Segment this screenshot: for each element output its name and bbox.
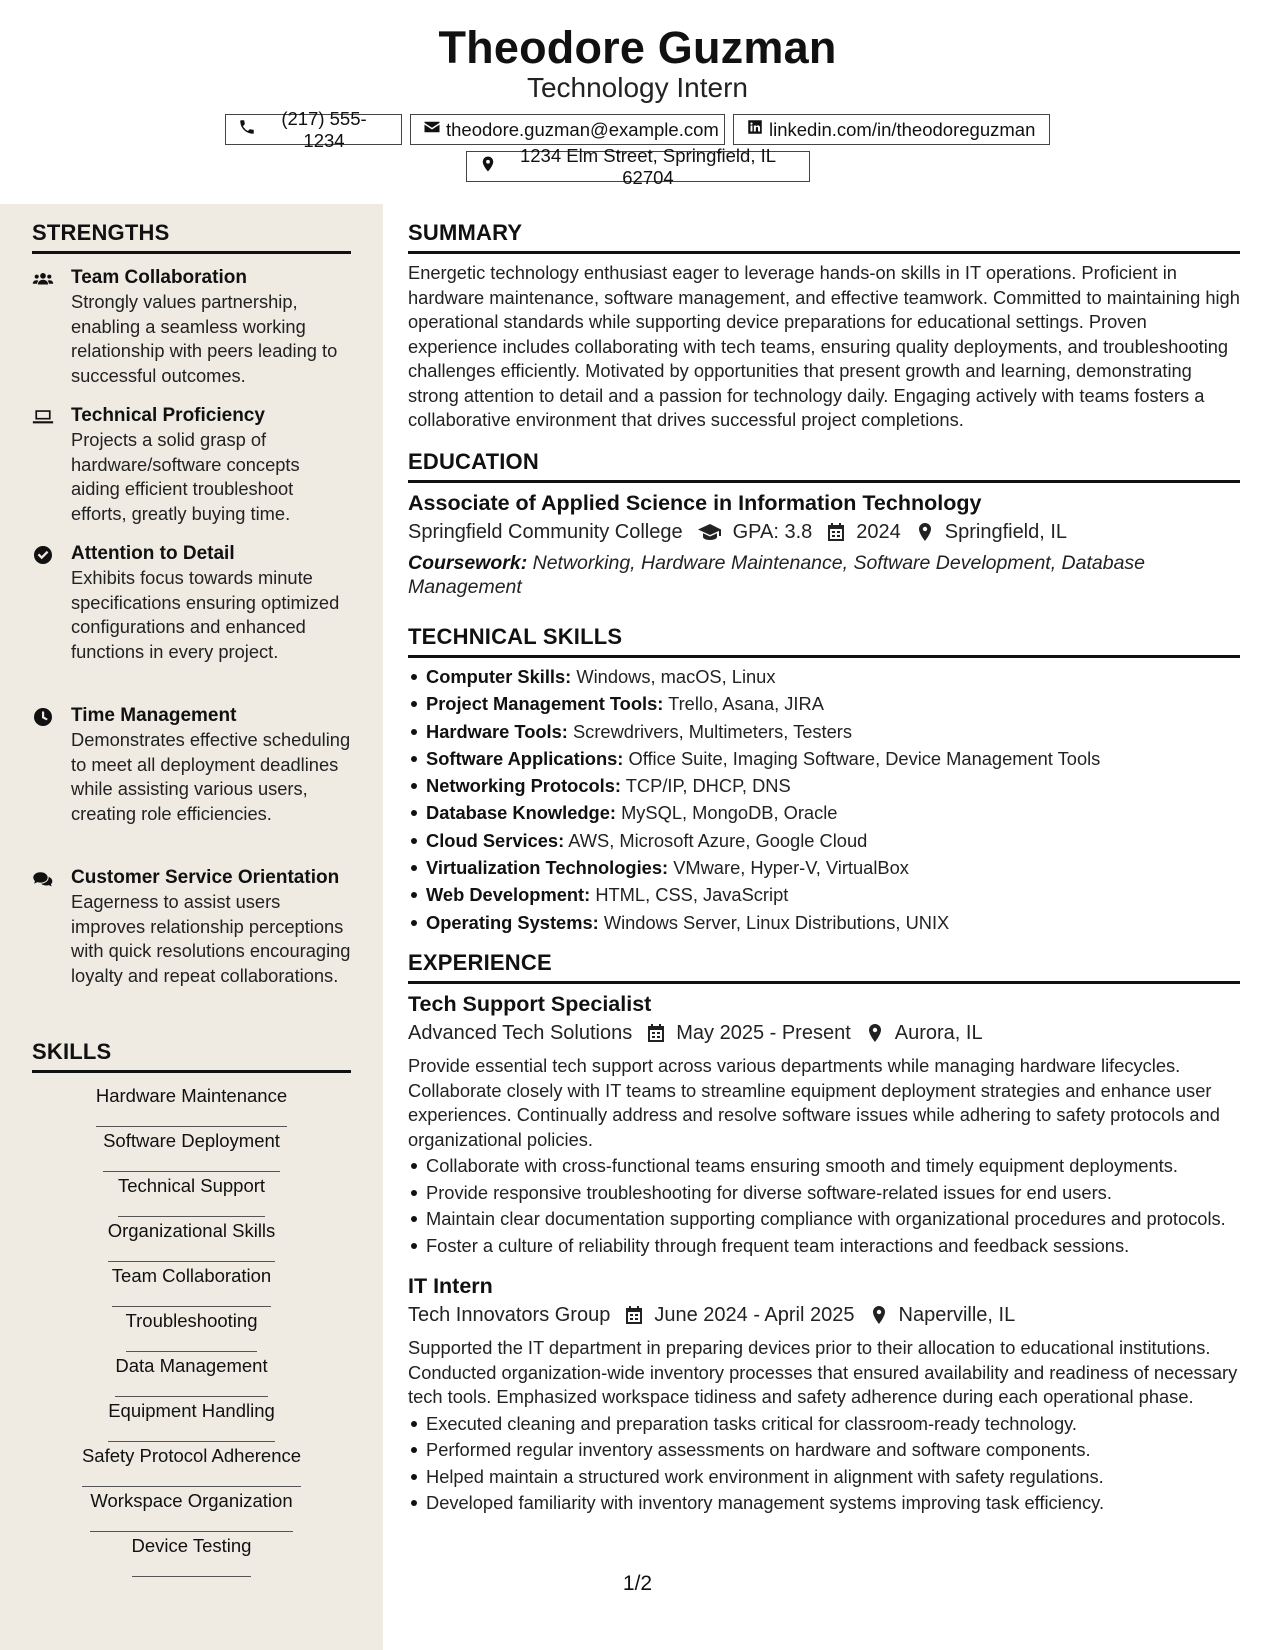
education-meta [408, 517, 1240, 547]
company-name: Tech Innovators Group [408, 1304, 611, 1326]
tech-skill-item [408, 909, 1240, 936]
clock-icon [32, 707, 56, 727]
contact-address[interactable] [466, 144, 810, 188]
skill-item [32, 1532, 351, 1577]
summary-text: Energetic technology enthusiast eager to leverage hands-on skills in IT operations. Proficient in hardware maintenance, software management, and effective teamwork. Committed to maintaining high operational standards while supporting device preparations for educational settings. Proven experience includes collaborating with tech teams, ensuring quality deployments, and troubleshooting challenges efficiently. Motivated by opportunities that present growth and learning, demonstrating strong attention to detail and a passion for technology daily. Engaging actively with teams fosters a collaborative environment that drives successful project completions. [408, 262, 1240, 430]
skill-label: Troubleshooting [126, 1307, 258, 1352]
envelope-icon [423, 118, 441, 141]
gpa-text: GPA: 3.8 [732, 521, 813, 543]
map-pin-icon [865, 1023, 885, 1043]
skills-list [32, 1082, 351, 1577]
tech-skill-value: AWS, Microsoft Azure, Google Cloud [568, 829, 868, 851]
tech-skill-value: Windows Server, Linux Distributions, UNIX [603, 911, 950, 933]
job-bullet: Helped maintain a structured work environment in alignment with safety regulations. [408, 1465, 1240, 1490]
strength-title: Attention to Detail [71, 543, 235, 564]
strength-item [32, 542, 352, 664]
skill-label: Data Management [115, 1352, 267, 1397]
experience-section [408, 950, 1240, 1516]
school-location: Springfield, IL [944, 521, 1068, 543]
skill-label: Workspace Organization [90, 1487, 292, 1532]
strengths-heading: STRENGTHS [32, 220, 351, 254]
skill-item [32, 1397, 351, 1442]
skill-item [32, 1487, 351, 1532]
skill-item [32, 1352, 351, 1397]
strength-title: Time Management [71, 705, 237, 726]
degree-title: Associate of Applied Science in Information Technology [408, 491, 982, 515]
skills-heading: SKILLS [32, 1039, 351, 1073]
skill-item [32, 1307, 351, 1352]
contact-email[interactable] [410, 114, 725, 145]
contact-linkedin[interactable] [733, 114, 1050, 145]
skill-item [32, 1442, 351, 1487]
linkedin-icon [746, 118, 764, 141]
job-location: Naperville, IL [898, 1304, 1016, 1326]
tech-skill-value: VMware, Hyper-V, VirtualBox [673, 857, 909, 879]
skill-item [32, 1262, 351, 1307]
job-bullets [408, 1412, 1240, 1516]
job-bullet: Foster a culture of reliability through frequent team interactions and feedback sessions. [408, 1234, 1240, 1259]
check-circle-icon [32, 545, 56, 565]
tech-skill-value: Office Suite, Imaging Software, Device Management Tools [628, 747, 1101, 769]
job-bullet: Developed familiarity with inventory management systems improving task efficiency. [408, 1491, 1240, 1516]
skill-label: Equipment Handling [108, 1397, 275, 1442]
laptop-icon [32, 407, 56, 427]
tech-skill-label: Web Development: [426, 884, 591, 906]
calendar-icon [646, 1023, 666, 1043]
strength-item [32, 404, 352, 526]
tech-skill-item [408, 772, 1240, 799]
job-bullets [408, 1154, 1240, 1258]
strength-title: Customer Service Orientation [71, 867, 340, 888]
tech-skill-value: Windows, macOS, Linux [576, 666, 776, 687]
address-text: 1234 Elm Street, Springfield, IL 62704 [519, 144, 777, 188]
job-description: Provide essential tech support across various departments while managing hardware lifecycles. Collaborate closely with IT teams to streamline equipment deployment strategies and enhance user experiences. Continually address and resolve software issues while adhering to safety protocols and organizational policies. [408, 1055, 1220, 1150]
job-title: IT Intern [408, 1274, 493, 1298]
education-section [408, 449, 1240, 599]
skill-label: Software Deployment [103, 1127, 280, 1172]
strength-item [32, 704, 352, 826]
tech-skill-label: Database Knowledge: [426, 802, 616, 824]
job-bullet: Collaborate with cross-functional teams ensuring smooth and timely equipment deployments. [408, 1154, 1240, 1179]
strength-item [32, 866, 352, 988]
skill-item [32, 1172, 351, 1217]
coursework-label: Coursework: [408, 552, 528, 574]
job-bullet: Performed regular inventory assessments on hardware and software components. [408, 1438, 1240, 1463]
job-meta [408, 1018, 1240, 1048]
strength-desc: Projects a solid grasp of hardware/software concepts aiding efficient troubleshoot efforts, greatly buying time. [71, 429, 300, 524]
graduation-year: 2024 [856, 521, 901, 543]
tech-skill-item [408, 827, 1240, 854]
skill-label: Technical Support [118, 1172, 265, 1217]
job-title: Tech Support Specialist [408, 992, 652, 1016]
candidate-role: Technology Intern [526, 72, 749, 103]
skill-label: Organizational Skills [108, 1217, 276, 1262]
tech-skill-label: Hardware Tools: [426, 720, 568, 742]
tech-skill-label: Operating Systems: [426, 911, 599, 933]
tech-skill-label: Cloud Services: [426, 829, 565, 851]
technical-skills-section [408, 624, 1240, 936]
tech-skill-label: Virtualization Technologies: [426, 857, 669, 879]
coursework [408, 551, 1240, 599]
skill-item [32, 1082, 351, 1127]
coursework-text: Networking, Hardware Maintenance, Software Development, Database Management [408, 552, 1146, 598]
map-pin-icon [869, 1305, 889, 1325]
tech-skill-item [408, 745, 1240, 772]
tech-skill-item [408, 799, 1240, 826]
users-icon [32, 269, 56, 289]
skill-item [32, 1217, 351, 1262]
technical-skills-list [408, 663, 1240, 936]
calendar-icon [624, 1305, 644, 1325]
job-dates: June 2024 - April 2025 [654, 1304, 855, 1326]
tech-skill-item [408, 718, 1240, 745]
linkedin-text: linkedin.com/in/theodoreguzman [769, 118, 1036, 140]
phone-icon [238, 118, 256, 141]
school-name: Springfield Community College [408, 521, 683, 543]
phone-text: (217) 555-1234 [281, 107, 367, 151]
job-bullet: Executed cleaning and preparation tasks critical for classroom-ready technology. [408, 1412, 1240, 1437]
tech-skill-value: HTML, CSS, JavaScript [595, 884, 789, 906]
candidate-name: Theodore Guzman [438, 22, 837, 73]
contact-phone[interactable] [225, 107, 402, 151]
tech-skill-item [408, 690, 1240, 717]
contact-row [0, 107, 1275, 151]
calendar-icon [826, 522, 846, 542]
strength-item [32, 266, 352, 388]
resume-header [0, 0, 1275, 204]
summary-section [408, 220, 1240, 433]
education-heading: EDUCATION [408, 449, 1240, 483]
strength-desc: Demonstrates effective scheduling to meet all deployment deadlines while assisting various users, creating role efficiencies. [71, 729, 351, 824]
skill-label: Device Testing [132, 1532, 252, 1577]
graduation-cap-icon [697, 522, 723, 542]
page-number: 1/2 [622, 1572, 653, 1595]
job-description: Supported the IT department in preparing devices prior to their allocation to educational institutions. Conducted organization-wide inventory processes that ensured availability and readiness of necessary tech tools. Emphasized workspace tidiness and safety adherence during each operational phase. [408, 1337, 1238, 1407]
job-bullet: Provide responsive troubleshooting for diverse software-related issues for end users. [408, 1181, 1240, 1206]
map-pin-icon [479, 155, 497, 178]
technical-skills-heading: TECHNICAL SKILLS [408, 624, 1240, 658]
contact-row-address [0, 144, 1275, 188]
experience-heading: EXPERIENCE [408, 950, 1240, 984]
skill-label: Team Collaboration [112, 1262, 271, 1307]
chat-icon [32, 869, 56, 889]
job-entry [408, 990, 1240, 1258]
tech-skill-value: MySQL, MongoDB, Oracle [621, 802, 838, 824]
summary-heading: SUMMARY [408, 220, 1240, 254]
tech-skill-label: Software Applications: [426, 747, 624, 769]
job-meta [408, 1300, 1240, 1330]
job-dates: May 2025 - Present [676, 1022, 851, 1044]
company-name: Advanced Tech Solutions [408, 1022, 633, 1044]
strength-desc: Strongly values partnership, enabling a seamless working relationship with peers leading to successful outcomes. [71, 291, 338, 386]
job-location: Aurora, IL [894, 1022, 983, 1044]
email-text: theodore.guzman@example.com [446, 118, 719, 140]
tech-skill-label: Project Management Tools: [426, 693, 664, 715]
tech-skill-label: Networking Protocols: [426, 775, 622, 797]
strength-desc: Exhibits focus towards minute specifications ensuring optimized configurations and enhanced functions in every project. [71, 567, 340, 662]
tech-skill-value: Trello, Asana, JIRA [668, 693, 824, 715]
tech-skill-value: Screwdrivers, Multimeters, Testers [572, 720, 853, 742]
tech-skill-value: TCP/IP, DHCP, DNS [625, 775, 791, 797]
tech-skill-item [408, 881, 1240, 908]
skill-label: Safety Protocol Adherence [82, 1442, 301, 1487]
strength-title: Technical Proficiency [71, 405, 265, 426]
tech-skill-item [408, 854, 1240, 881]
strength-desc: Eagerness to assist users improves relationship perceptions with quick resolutions encouraging loyalty and repeat collaborations. [71, 891, 351, 986]
job-entry [408, 1272, 1240, 1516]
skill-item [32, 1127, 351, 1172]
tech-skill-label: Computer Skills: [426, 666, 572, 687]
map-pin-icon [915, 522, 935, 542]
tech-skill-item [408, 663, 1240, 690]
skill-label: Hardware Maintenance [96, 1082, 287, 1127]
strength-title: Team Collaboration [71, 267, 247, 288]
job-bullet: Maintain clear documentation supporting compliance with organizational procedures and protocols. [408, 1207, 1240, 1232]
